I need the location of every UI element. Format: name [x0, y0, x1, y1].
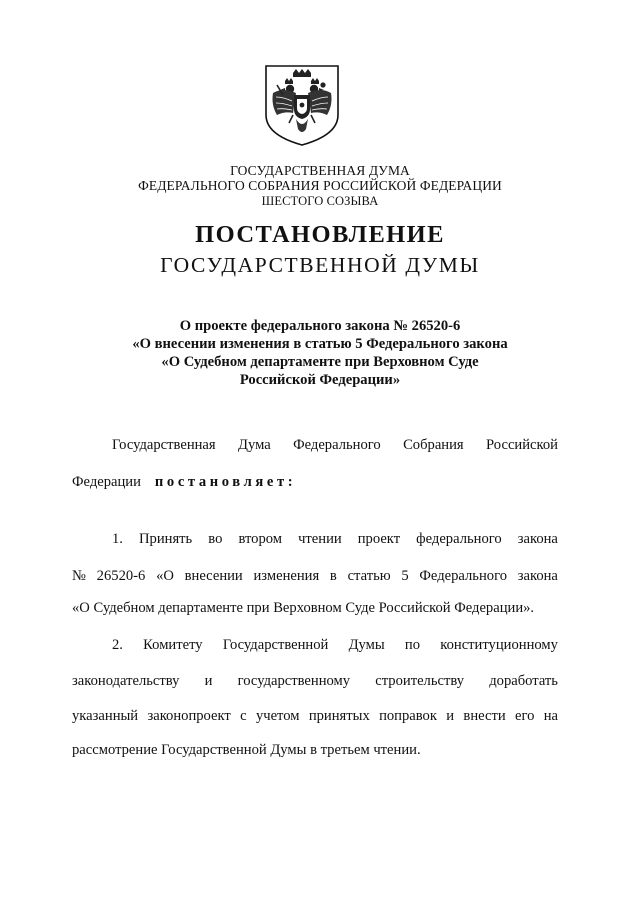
- point-2-line-1: [72, 637, 558, 654]
- word: во: [208, 531, 223, 547]
- word: Государственной: [222, 637, 329, 653]
- word: изменения: [253, 568, 320, 584]
- word: в: [329, 568, 337, 584]
- word: законопроект: [147, 708, 231, 724]
- word: по: [404, 637, 421, 653]
- word: федерального: [416, 531, 502, 547]
- word: законодательству: [72, 673, 180, 689]
- word: конституционному: [440, 637, 558, 653]
- word: 5: [401, 568, 409, 584]
- word: Федерального: [293, 437, 381, 453]
- word: Принять: [139, 531, 193, 547]
- word: принятых: [308, 708, 370, 724]
- word: Собрания: [403, 437, 464, 453]
- word: Российской: [486, 437, 558, 453]
- word: статью: [347, 568, 391, 584]
- word: Федерации: [72, 474, 141, 490]
- subject-line-4: Российской Федерации»: [239, 372, 401, 388]
- preamble-line-2: [72, 474, 558, 491]
- word: Государственная: [112, 437, 216, 453]
- point-2-line-2: [72, 673, 558, 690]
- word: с: [240, 708, 247, 724]
- word: Дума: [238, 437, 271, 453]
- org-name-line-1: ГОСУДАРСТВЕННАЯ ДУМА: [230, 163, 410, 178]
- word: «О: [156, 568, 174, 584]
- word: чтении: [298, 531, 342, 547]
- subject-line-2: «О внесении изменения в статью 5 Федерального закона: [132, 336, 508, 352]
- point-1-line-1: [72, 531, 558, 548]
- word: государственному: [237, 673, 351, 689]
- word: доработать: [489, 673, 558, 689]
- word: внесении: [184, 568, 243, 584]
- word: и: [204, 673, 213, 689]
- point-1-line-3: «О Судебном департаменте при Верховном Суде Российской Федерации».: [72, 600, 535, 616]
- word: закона: [517, 531, 558, 547]
- point-number: 1.: [112, 531, 123, 547]
- word: Комитету: [143, 637, 203, 653]
- point-number: 2.: [112, 637, 123, 653]
- preamble-line-1: [72, 437, 558, 454]
- double-headed-eagle-icon: [263, 63, 341, 147]
- subject-line-3: «О Судебном департаменте при Верховном Суде: [161, 354, 479, 370]
- word: его: [514, 708, 535, 724]
- point-2-line-4: рассмотрение Государственной Думы в третьем чтении.: [72, 742, 421, 758]
- word: строительству: [375, 673, 465, 689]
- word: внести: [463, 708, 506, 724]
- word: Федерального: [419, 568, 507, 584]
- document-type-title: ПОСТАНОВЛЕНИЕ: [195, 221, 445, 248]
- resolves-keyword: постановляет:: [154, 474, 297, 490]
- word: на: [543, 708, 558, 724]
- word: втором: [238, 531, 282, 547]
- word: закона: [517, 568, 558, 584]
- word: №: [72, 568, 86, 584]
- word: поправок: [379, 708, 437, 724]
- word: и: [446, 708, 455, 724]
- subject-line-1: О проекте федерального закона № 26520-6: [179, 318, 461, 334]
- point-1-line-2: [72, 568, 558, 585]
- convocation-line: ШЕСТОГО СОЗЫВА: [261, 194, 379, 208]
- word: Думы: [348, 637, 385, 653]
- word: учетом: [255, 708, 300, 724]
- point-2-line-3: [72, 708, 558, 725]
- document-issuer-title: ГОСУДАРСТВЕННОЙ ДУМЫ: [160, 253, 480, 277]
- word: указанный: [72, 708, 139, 724]
- word: проект: [357, 531, 401, 547]
- word: 26520-6: [96, 568, 146, 584]
- org-name-line-2: ФЕДЕРАЛЬНОГО СОБРАНИЯ РОССИЙСКОЙ ФЕДЕРАЦИИ: [138, 178, 502, 193]
